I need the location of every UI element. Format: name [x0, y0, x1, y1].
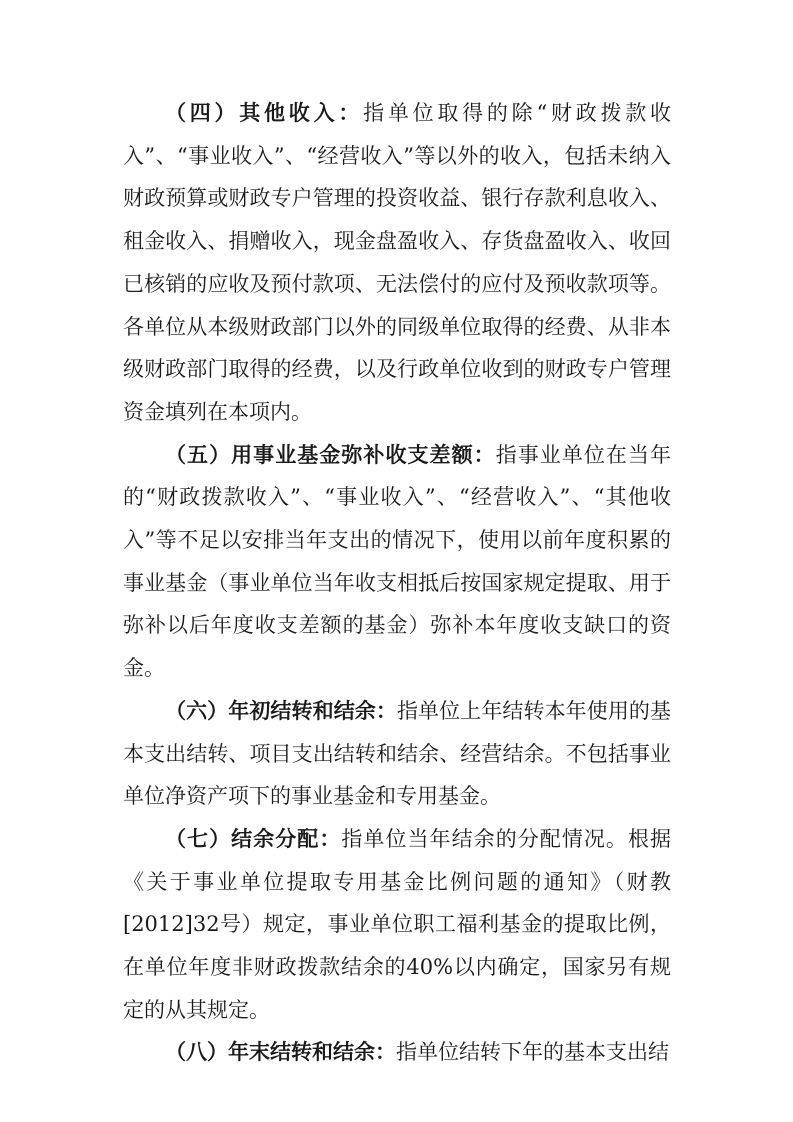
paragraph-opening-carryover	[123, 690, 671, 818]
paragraph-text: 指事业单位在当年的“财政拨款收入”、“事业收入”、“经营收入”、“其他收入”等不足以安排当年支出的情况下，使用以前年度积累的事业基金（事业单位当年收支相抵后按国家规定提取、用于弥补以后年度收支差额的基金）弥补本年度收支缺口的资金。	[123, 442, 672, 681]
paragraph-heading: （八）年末结转和结余：	[165, 1039, 396, 1065]
paragraph-surplus-distribution	[123, 818, 671, 1032]
paragraph-text: 指单位结转下年的基本支出结	[396, 1040, 669, 1065]
paragraph-heading: （七）结余分配：	[165, 825, 342, 851]
paragraph-text: 指单位取得的除“财政拨款收入”、“事业收入”、“经营收入”等以外的收入，包括未纳入财政预算或财政专户管理的投资收益、银行存款利息收入、租金收入、捐赠收入，现金盘盈收入、存货盘盈收入、收回已核销的应收及预付款项、无法偿付的应付及预收款项等。各单位从本级财政部门以外的同级单位取得的经费、从非本级财政部门取得的经费，以及行政单位收到的财政专户管理资金填列在本项内。	[123, 101, 671, 424]
paragraph-heading: （六）年初结转和结余：	[165, 697, 397, 723]
paragraph-business-fund-offset	[123, 434, 671, 690]
document-body	[123, 92, 671, 1074]
paragraph-text: 指单位当年结余的分配情况。根据《关于事业单位提取专用基金比例问题的通知》（财教[2012]32号）规定，事业单位职工福利基金的提取比例，在单位年度非财政拨款结余的40%以内确定，国家另有规定的从其规定。	[123, 826, 672, 1022]
paragraph-heading: （四）其他收入：	[165, 100, 364, 125]
paragraph-other-income	[123, 92, 671, 434]
paragraph-text: 指单位上年结转本年使用的基本支出结转、项目支出结转和结余、经营结余。不包括事业单位净资产项下的事业基金和专用基金。	[123, 698, 672, 809]
paragraph-heading: （五）用事业基金弥补收支差额：	[165, 441, 496, 467]
paragraph-closing-carryover	[123, 1031, 671, 1074]
